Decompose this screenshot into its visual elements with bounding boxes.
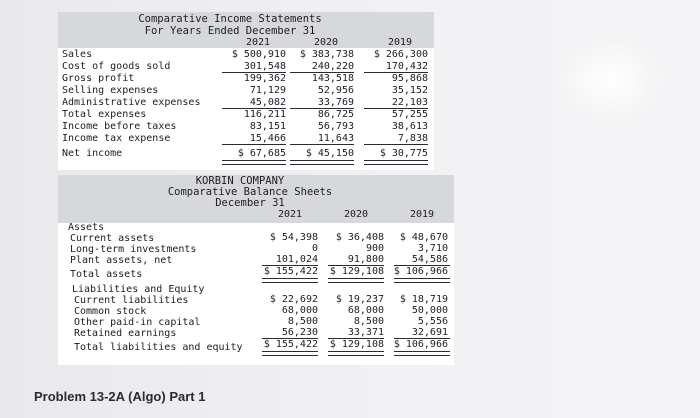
total-double-rule	[222, 160, 286, 165]
balance-label: Other paid-in capital	[74, 317, 201, 328]
balance-value: $ 36,408	[335, 232, 384, 243]
income-value: $ 45,150	[305, 148, 354, 159]
balance-year-2020: 2020	[343, 209, 369, 220]
income-value: 38,613	[391, 121, 428, 132]
balance-value: 8,500	[353, 316, 384, 327]
balance-title: Comparative Balance Sheets	[167, 186, 333, 198]
balance-value: $ 19,237	[335, 294, 384, 305]
income-value: 56,793	[317, 121, 354, 132]
balance-value: 91,800	[347, 254, 384, 265]
balance-label: Plant assets, net	[70, 255, 173, 266]
income-value: 35,152	[391, 85, 428, 96]
subtotal-rule	[364, 144, 428, 145]
balance-label: Current assets	[70, 233, 155, 244]
balance-value: 50,000	[411, 305, 448, 316]
balance-value: $ 106,966	[393, 266, 448, 277]
balance-value: 5,556	[417, 316, 448, 327]
balance-value: $ 18,719	[399, 294, 448, 305]
income-value: 22,103	[391, 97, 428, 108]
balance-value: 0	[311, 243, 318, 254]
balance-value: 33,371	[347, 327, 384, 338]
balance-label: Total liabilities and equity	[74, 342, 243, 353]
balance-value: 54,586	[411, 254, 448, 265]
income-value: $ 67,685	[237, 148, 286, 159]
balance-subtitle: December 31	[215, 197, 285, 209]
income-year-2021: 2021	[245, 37, 271, 48]
company-name: KORBIN COMPANY	[195, 175, 285, 187]
balance-value: $ 106,966	[393, 339, 448, 350]
balance-label: Retained earnings	[74, 328, 177, 339]
balance-value: $ 129,108	[329, 339, 384, 350]
assets-heading: Assets	[68, 222, 105, 233]
balance-value: 68,000	[281, 305, 318, 316]
income-value: 143,518	[311, 73, 354, 84]
income-year-2020: 2020	[313, 37, 339, 48]
balance-value: 8,500	[287, 316, 318, 327]
balance-value: 56,230	[281, 327, 318, 338]
income-label: Net income	[62, 148, 123, 159]
income-value: $ 30,775	[379, 148, 428, 159]
balance-value: $ 155,422	[263, 339, 318, 350]
income-value: $ 500,910	[231, 49, 286, 60]
balance-year-2019: 2019	[409, 209, 435, 220]
income-value: 45,082	[249, 97, 286, 108]
balance-value: 101,024	[275, 254, 318, 265]
problem-label[interactable]: Problem 13-2A (Algo) Part 1	[34, 389, 206, 404]
income-value: 57,255	[391, 109, 428, 120]
balance-value: $ 155,422	[263, 266, 318, 277]
income-value: 52,956	[317, 85, 354, 96]
income-label: Total expenses	[62, 109, 147, 120]
income-label: Selling expenses	[62, 85, 159, 96]
income-value: 71,129	[249, 85, 286, 96]
income-label: Gross profit	[62, 73, 135, 84]
income-value: 11,643	[317, 133, 354, 144]
income-subtitle: For Years Ended December 31	[144, 25, 316, 37]
balance-value: $ 54,398	[269, 232, 318, 243]
balance-label: Common stock	[74, 306, 147, 317]
total-double-rule	[328, 351, 384, 356]
income-title: Comparative Income Statements	[138, 13, 322, 25]
total-double-rule	[262, 351, 318, 356]
income-value: 86,725	[317, 109, 354, 120]
income-value: 301,548	[243, 61, 286, 72]
income-value: 170,432	[385, 61, 428, 72]
total-double-rule	[364, 160, 428, 165]
balance-label: Total assets	[70, 269, 143, 280]
income-value: 7,838	[397, 133, 428, 144]
balance-value: 900	[365, 243, 384, 254]
balance-value: 3,710	[417, 243, 448, 254]
total-double-rule	[394, 278, 450, 283]
balance-value: 68,000	[347, 305, 384, 316]
income-label: Cost of goods sold	[62, 61, 171, 72]
income-value: 15,466	[249, 133, 286, 144]
subtotal-rule	[222, 144, 286, 145]
balance-value: $ 48,670	[399, 232, 448, 243]
income-year-2019: 2019	[387, 37, 413, 48]
income-value: 240,220	[311, 61, 354, 72]
income-label: Income before taxes	[62, 121, 177, 132]
total-double-rule	[394, 351, 450, 356]
balance-value: $ 22,692	[269, 294, 318, 305]
income-value: 33,769	[317, 97, 354, 108]
income-value: 83,151	[249, 121, 286, 132]
income-value: 199,362	[243, 73, 286, 84]
income-label: Sales	[62, 49, 93, 60]
liabilities-heading: Liabilities and Equity	[72, 284, 205, 295]
balance-label: Current liabilities	[74, 295, 189, 306]
income-label: Administrative expenses	[62, 97, 201, 108]
income-value: 116,211	[243, 109, 286, 120]
total-double-rule	[262, 278, 318, 283]
income-value: $ 383,738	[299, 49, 354, 60]
balance-label: Long-term investments	[70, 244, 197, 255]
total-double-rule	[328, 278, 384, 283]
balance-value: 32,691	[411, 327, 448, 338]
total-double-rule	[290, 160, 354, 165]
income-value: $ 266,300	[373, 49, 428, 60]
income-value: 95,868	[391, 73, 428, 84]
balance-year-2021: 2021	[277, 209, 303, 220]
subtotal-rule	[290, 144, 354, 145]
income-label: Income tax expense	[62, 133, 171, 144]
balance-value: $ 129,108	[329, 266, 384, 277]
screen-glare	[555, 35, 665, 125]
